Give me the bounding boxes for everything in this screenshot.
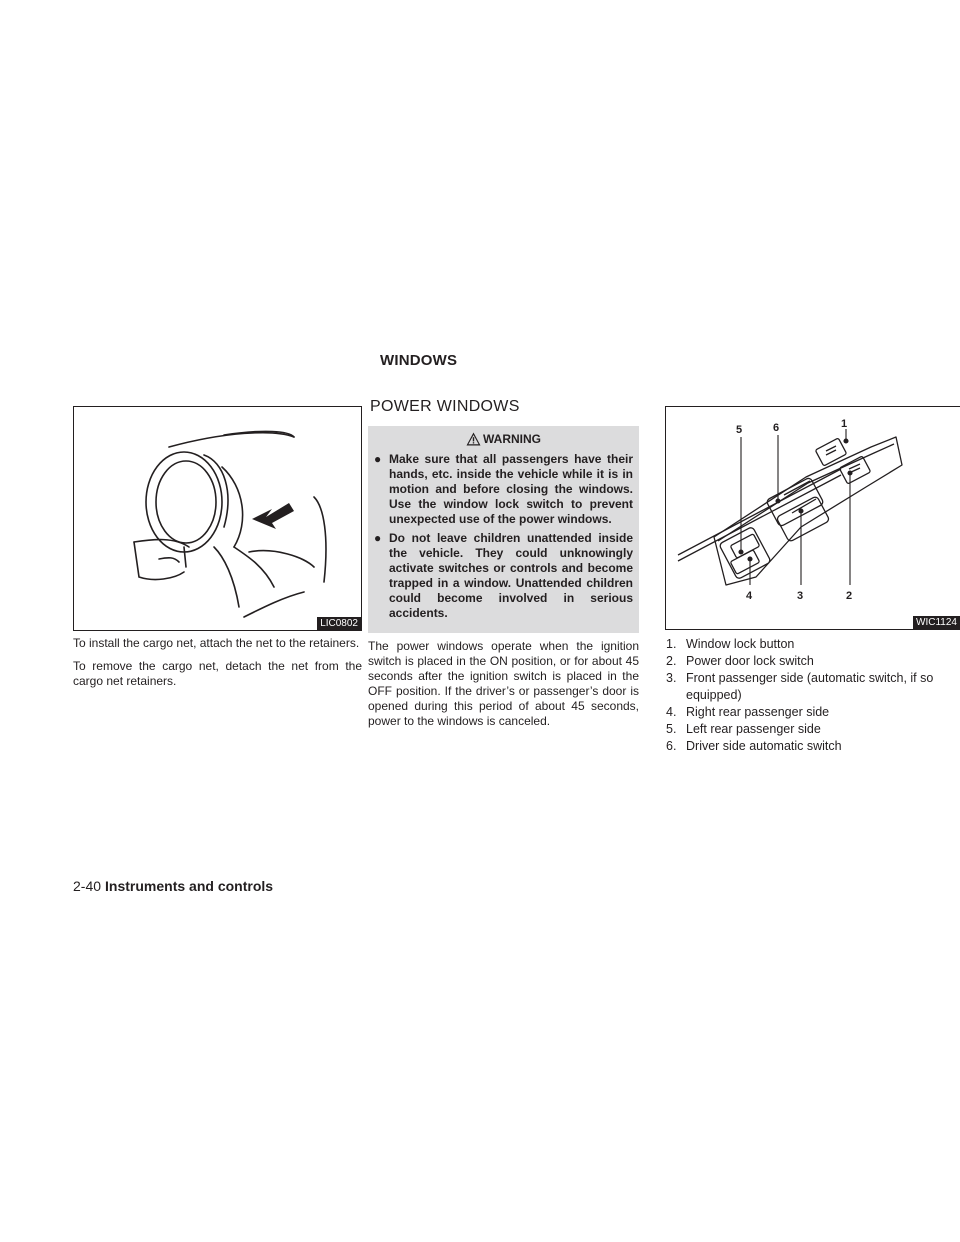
- install-instruction: To install the cargo net, attach the net to the retainers.: [73, 636, 360, 650]
- power-windows-section: [368, 398, 639, 729]
- legend-number: 3.: [666, 671, 677, 685]
- power-windows-body: The power windows operate when the ignition switch is placed in the ON position, or for about 45 seconds after the ignition switch is placed in the OFF position. If the driver’s or passenger’s door is opened during this period of about 45 seconds, power to the windows is canceled.: [368, 639, 639, 728]
- warning-label: WARNING: [483, 432, 541, 446]
- legend-text: Power door lock switch: [686, 654, 814, 668]
- callout-4: 4: [746, 590, 753, 602]
- figure-code: LIC0802: [317, 617, 361, 630]
- legend-text: Window lock button: [686, 637, 795, 651]
- power-windows-title: POWER WINDOWS: [370, 398, 520, 415]
- page-footer: [73, 878, 273, 894]
- legend-number: 5.: [666, 722, 677, 736]
- figure-code: WIC1124: [913, 616, 960, 629]
- bullet-icon: ●: [374, 452, 382, 466]
- legend-text: Front passenger side (automatic switch, if so equipped): [686, 671, 934, 702]
- window-switch-illustration: [666, 407, 960, 631]
- cargo-net-instructions: [73, 636, 362, 697]
- callout-3: 3: [797, 590, 804, 602]
- section-heading: WINDOWS: [380, 352, 458, 369]
- warning-header: [374, 432, 633, 446]
- chapter-title: Instruments and controls: [105, 878, 274, 894]
- warning-box: [368, 426, 639, 633]
- callout-2: 2: [846, 590, 853, 602]
- warning-item: [374, 452, 633, 527]
- legend-number: 2.: [666, 654, 677, 668]
- switch-legend-list: [666, 636, 960, 755]
- cargo-net-retainer-illustration: [74, 407, 363, 632]
- legend-text: Left rear passenger side: [686, 722, 821, 736]
- callout-5: 5: [736, 424, 743, 436]
- remove-instruction: To remove the cargo net, detach the net from the cargo net retainers.: [73, 659, 362, 688]
- callout-1: 1: [841, 418, 848, 430]
- page-number: 2-40: [73, 878, 102, 894]
- warning-item: [374, 531, 633, 621]
- legend-number: 6.: [666, 739, 677, 753]
- warning-text: Do not leave children unattended inside the vehicle. They could unknowingly activate switches or controls and become trapped in a window. Unattended children could become involved in serious accidents.: [389, 531, 633, 620]
- warning-triangle-icon: [466, 432, 481, 446]
- legend-text: Right rear passenger side: [686, 705, 830, 719]
- legend-text: Driver side automatic switch: [686, 739, 842, 753]
- legend-number: 4.: [666, 705, 677, 719]
- list-item: [666, 738, 960, 755]
- list-item: [666, 653, 960, 670]
- warning-text: Make sure that all passengers have their hands, etc. inside the vehicle while it is in motion and before closing the windows. Use the window lock switch to prevent unexpected use of the power windows.: [389, 452, 633, 526]
- list-item: [666, 636, 960, 653]
- list-item: [666, 704, 960, 721]
- cargo-net-retainer-figure: [73, 406, 362, 631]
- list-item: [666, 670, 960, 704]
- legend-number: 1.: [666, 637, 677, 651]
- list-item: [666, 721, 960, 738]
- window-switch-figure: [665, 406, 960, 630]
- bullet-icon: ●: [374, 531, 382, 545]
- callout-6: 6: [773, 422, 780, 434]
